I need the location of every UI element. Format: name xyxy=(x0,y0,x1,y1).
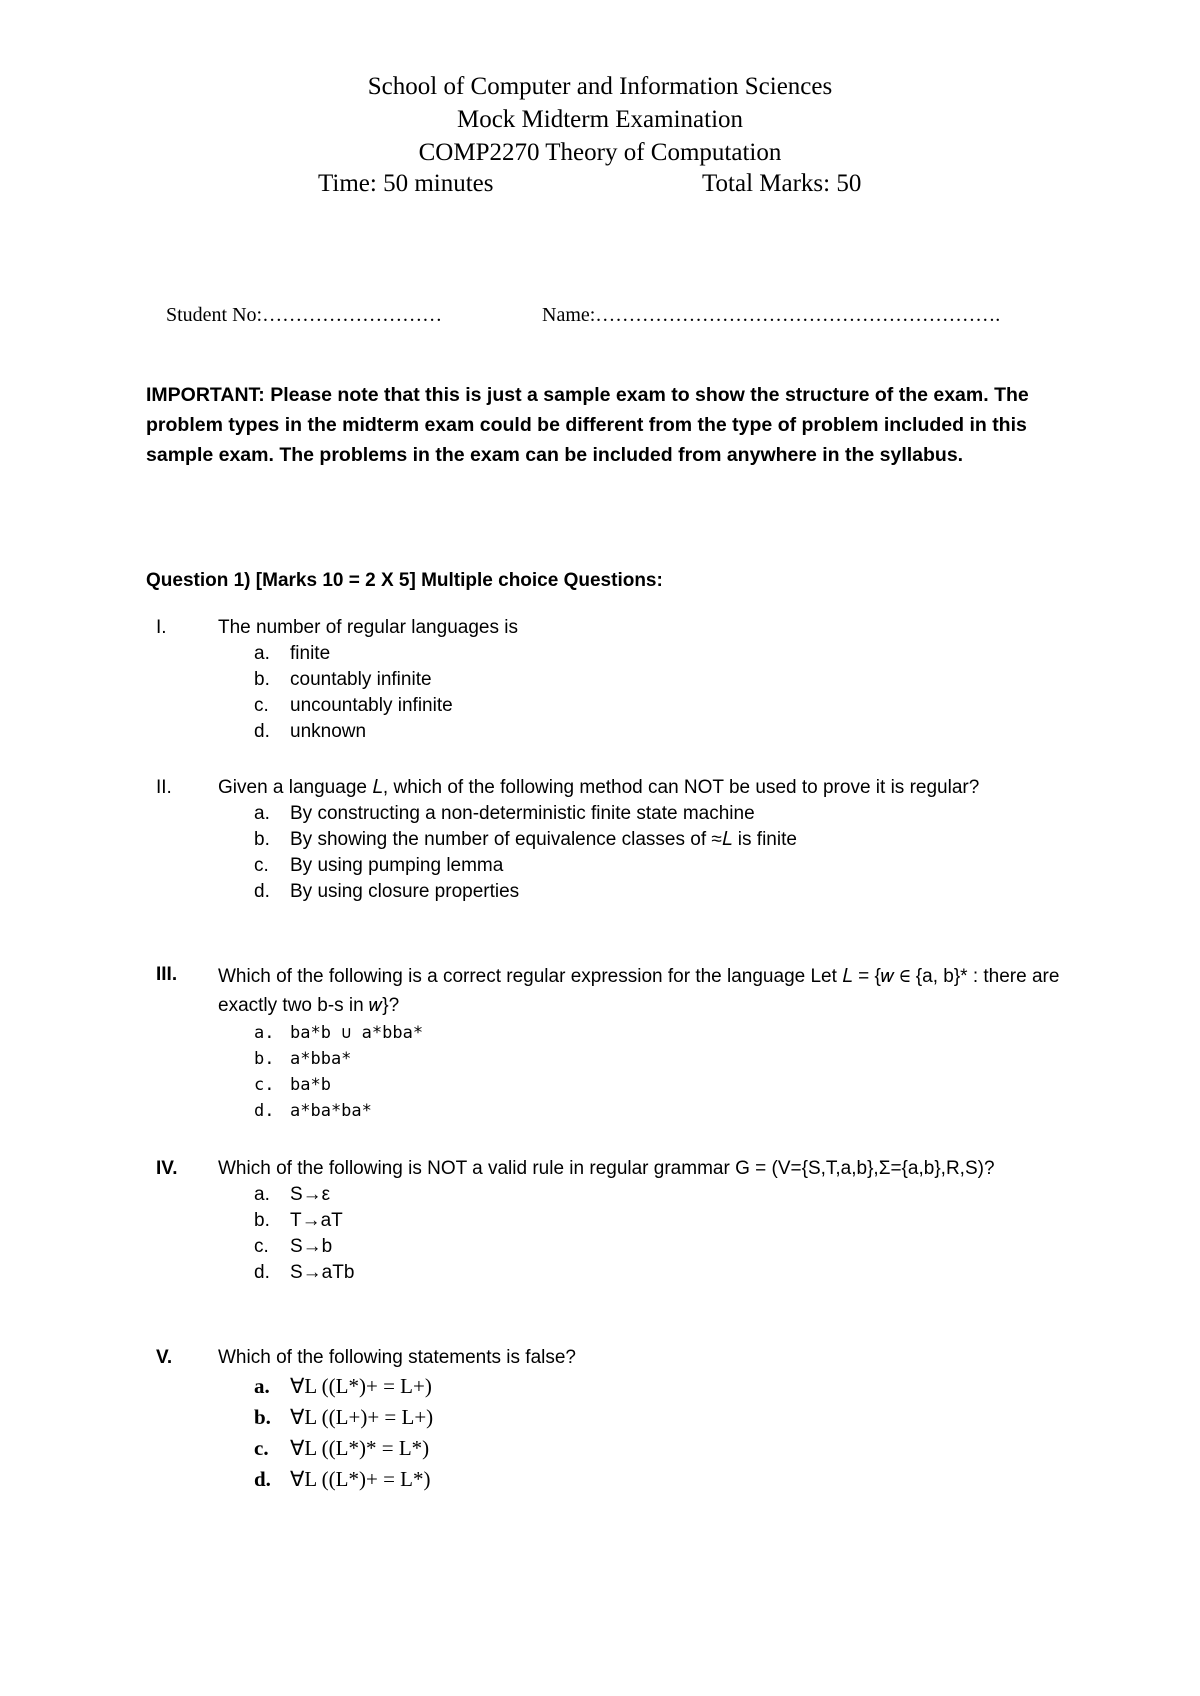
question-v xyxy=(146,1345,1076,1495)
option-text: finite xyxy=(290,643,331,664)
question-number: IV. xyxy=(156,1158,178,1179)
options-list xyxy=(254,1020,1076,1124)
question-stem: Which of the following is NOT a valid rule in regular grammar G = (V={S,T,a,b},Σ={a,b},R,S)? xyxy=(218,1158,995,1179)
option-a xyxy=(254,1020,1076,1046)
question-number: V. xyxy=(156,1347,173,1368)
option-a xyxy=(254,1182,1076,1208)
option-text: By constructing a non-deterministic finite state machine xyxy=(290,803,755,824)
option-text: ∀L ((L*)+ = L*) xyxy=(290,1467,431,1491)
option-letter: c. xyxy=(254,695,269,716)
option-c xyxy=(254,1433,1076,1464)
question-stem: Which of the following is a correct regular expression for the language Let 𝐿 = {𝑤 ∈ {a, b}* : there are exactly two b-s in 𝑤}? xyxy=(218,966,1060,1016)
option-d xyxy=(254,1464,1076,1495)
option-text: a*ba*ba* xyxy=(290,1101,372,1121)
total-marks: Total Marks: 50 xyxy=(702,170,862,197)
option-letter: d. xyxy=(254,1467,271,1491)
school-name: School of Computer and Information Sciences xyxy=(367,73,833,100)
option-letter: d. xyxy=(254,1262,270,1283)
option-b xyxy=(254,1046,1076,1072)
option-a xyxy=(254,641,1076,667)
option-d xyxy=(254,879,1076,905)
option-c xyxy=(254,1234,1076,1260)
option-text: S→aTb xyxy=(290,1262,355,1283)
option-d xyxy=(254,1260,1076,1286)
option-letter: a. xyxy=(254,803,270,824)
option-text: By showing the number of equivalence classes of ≈𝐿 is finite xyxy=(290,829,797,850)
option-b xyxy=(254,1208,1076,1234)
option-b xyxy=(254,827,1076,853)
options-list xyxy=(254,801,1076,905)
question-iv xyxy=(146,1156,1076,1286)
option-letter: b. xyxy=(254,829,270,850)
option-letter: c. xyxy=(254,1236,269,1257)
option-letter: c. xyxy=(254,855,269,876)
option-letter: b. xyxy=(254,1049,275,1069)
question-stem: Given a language 𝐿, which of the following method can NOT be used to prove it is regular? xyxy=(218,777,980,798)
option-c xyxy=(254,1072,1076,1098)
question-stem: The number of regular languages is xyxy=(218,617,518,638)
option-b xyxy=(254,1402,1076,1433)
option-text: unknown xyxy=(290,721,367,742)
option-d xyxy=(254,1098,1076,1124)
exam-header xyxy=(0,70,1200,169)
option-a xyxy=(254,1371,1076,1402)
option-text: T→aT xyxy=(290,1210,343,1231)
option-b xyxy=(254,667,1076,693)
option-letter: d. xyxy=(254,721,270,742)
question-iii xyxy=(146,962,1076,1124)
question-number: II. xyxy=(156,777,172,798)
option-c xyxy=(254,693,1076,719)
question-ii xyxy=(146,775,1076,905)
question-i xyxy=(146,615,1076,745)
option-text: ∀L ((L+)+ = L+) xyxy=(290,1405,434,1429)
option-letter: a. xyxy=(254,1374,270,1398)
important-notice: IMPORTANT: Please note that this is just a sample exam to show the structure of the exam. The problem types in the midterm exam could be different from the type of problem included in this sample exam. The problems in the exam can be included from anywhere in the syllabus. xyxy=(146,384,1029,466)
option-letter: d. xyxy=(254,1101,275,1121)
option-text: countably infinite xyxy=(290,669,432,690)
option-letter: a. xyxy=(254,1023,275,1043)
option-d xyxy=(254,719,1076,745)
options-list xyxy=(254,1371,1076,1495)
question-number: I. xyxy=(156,617,167,638)
option-letter: c. xyxy=(254,1075,275,1095)
option-text: S→b xyxy=(290,1236,333,1257)
option-letter: a. xyxy=(254,1184,270,1205)
option-letter: a. xyxy=(254,643,270,664)
exam-title: Mock Midterm Examination xyxy=(456,106,744,133)
option-text: uncountably infinite xyxy=(290,695,453,716)
option-text: By using pumping lemma xyxy=(290,855,504,876)
option-text: ba*b xyxy=(290,1075,331,1095)
course-title: COMP2270 Theory of Computation xyxy=(418,139,782,166)
option-text: By using closure properties xyxy=(290,881,520,902)
question-1-heading: Question 1) [Marks 10 = 2 X 5] Multiple choice Questions: xyxy=(146,570,663,591)
option-letter: b. xyxy=(254,669,270,690)
option-text: ba*b ∪ a*bba* xyxy=(290,1023,424,1043)
exam-time: Time: 50 minutes xyxy=(318,170,494,197)
option-text: ∀L ((L*)+ = L+) xyxy=(290,1374,432,1398)
option-text: S→ε xyxy=(290,1184,331,1205)
student-name-field: Name:……………………………………………………. xyxy=(542,304,1001,326)
option-a xyxy=(254,801,1076,827)
option-c xyxy=(254,853,1076,879)
option-text: a*bba* xyxy=(290,1049,352,1069)
option-letter: b. xyxy=(254,1405,271,1429)
question-stem: Which of the following statements is false? xyxy=(218,1347,577,1368)
option-text: ∀L ((L*)* = L*) xyxy=(290,1436,430,1460)
option-letter: b. xyxy=(254,1210,270,1231)
question-number: III. xyxy=(156,964,178,985)
options-list xyxy=(254,641,1076,745)
option-letter: c. xyxy=(254,1436,269,1460)
options-list xyxy=(254,1182,1076,1286)
student-number-field: Student No:……………………… xyxy=(166,304,443,326)
option-letter: d. xyxy=(254,881,270,902)
